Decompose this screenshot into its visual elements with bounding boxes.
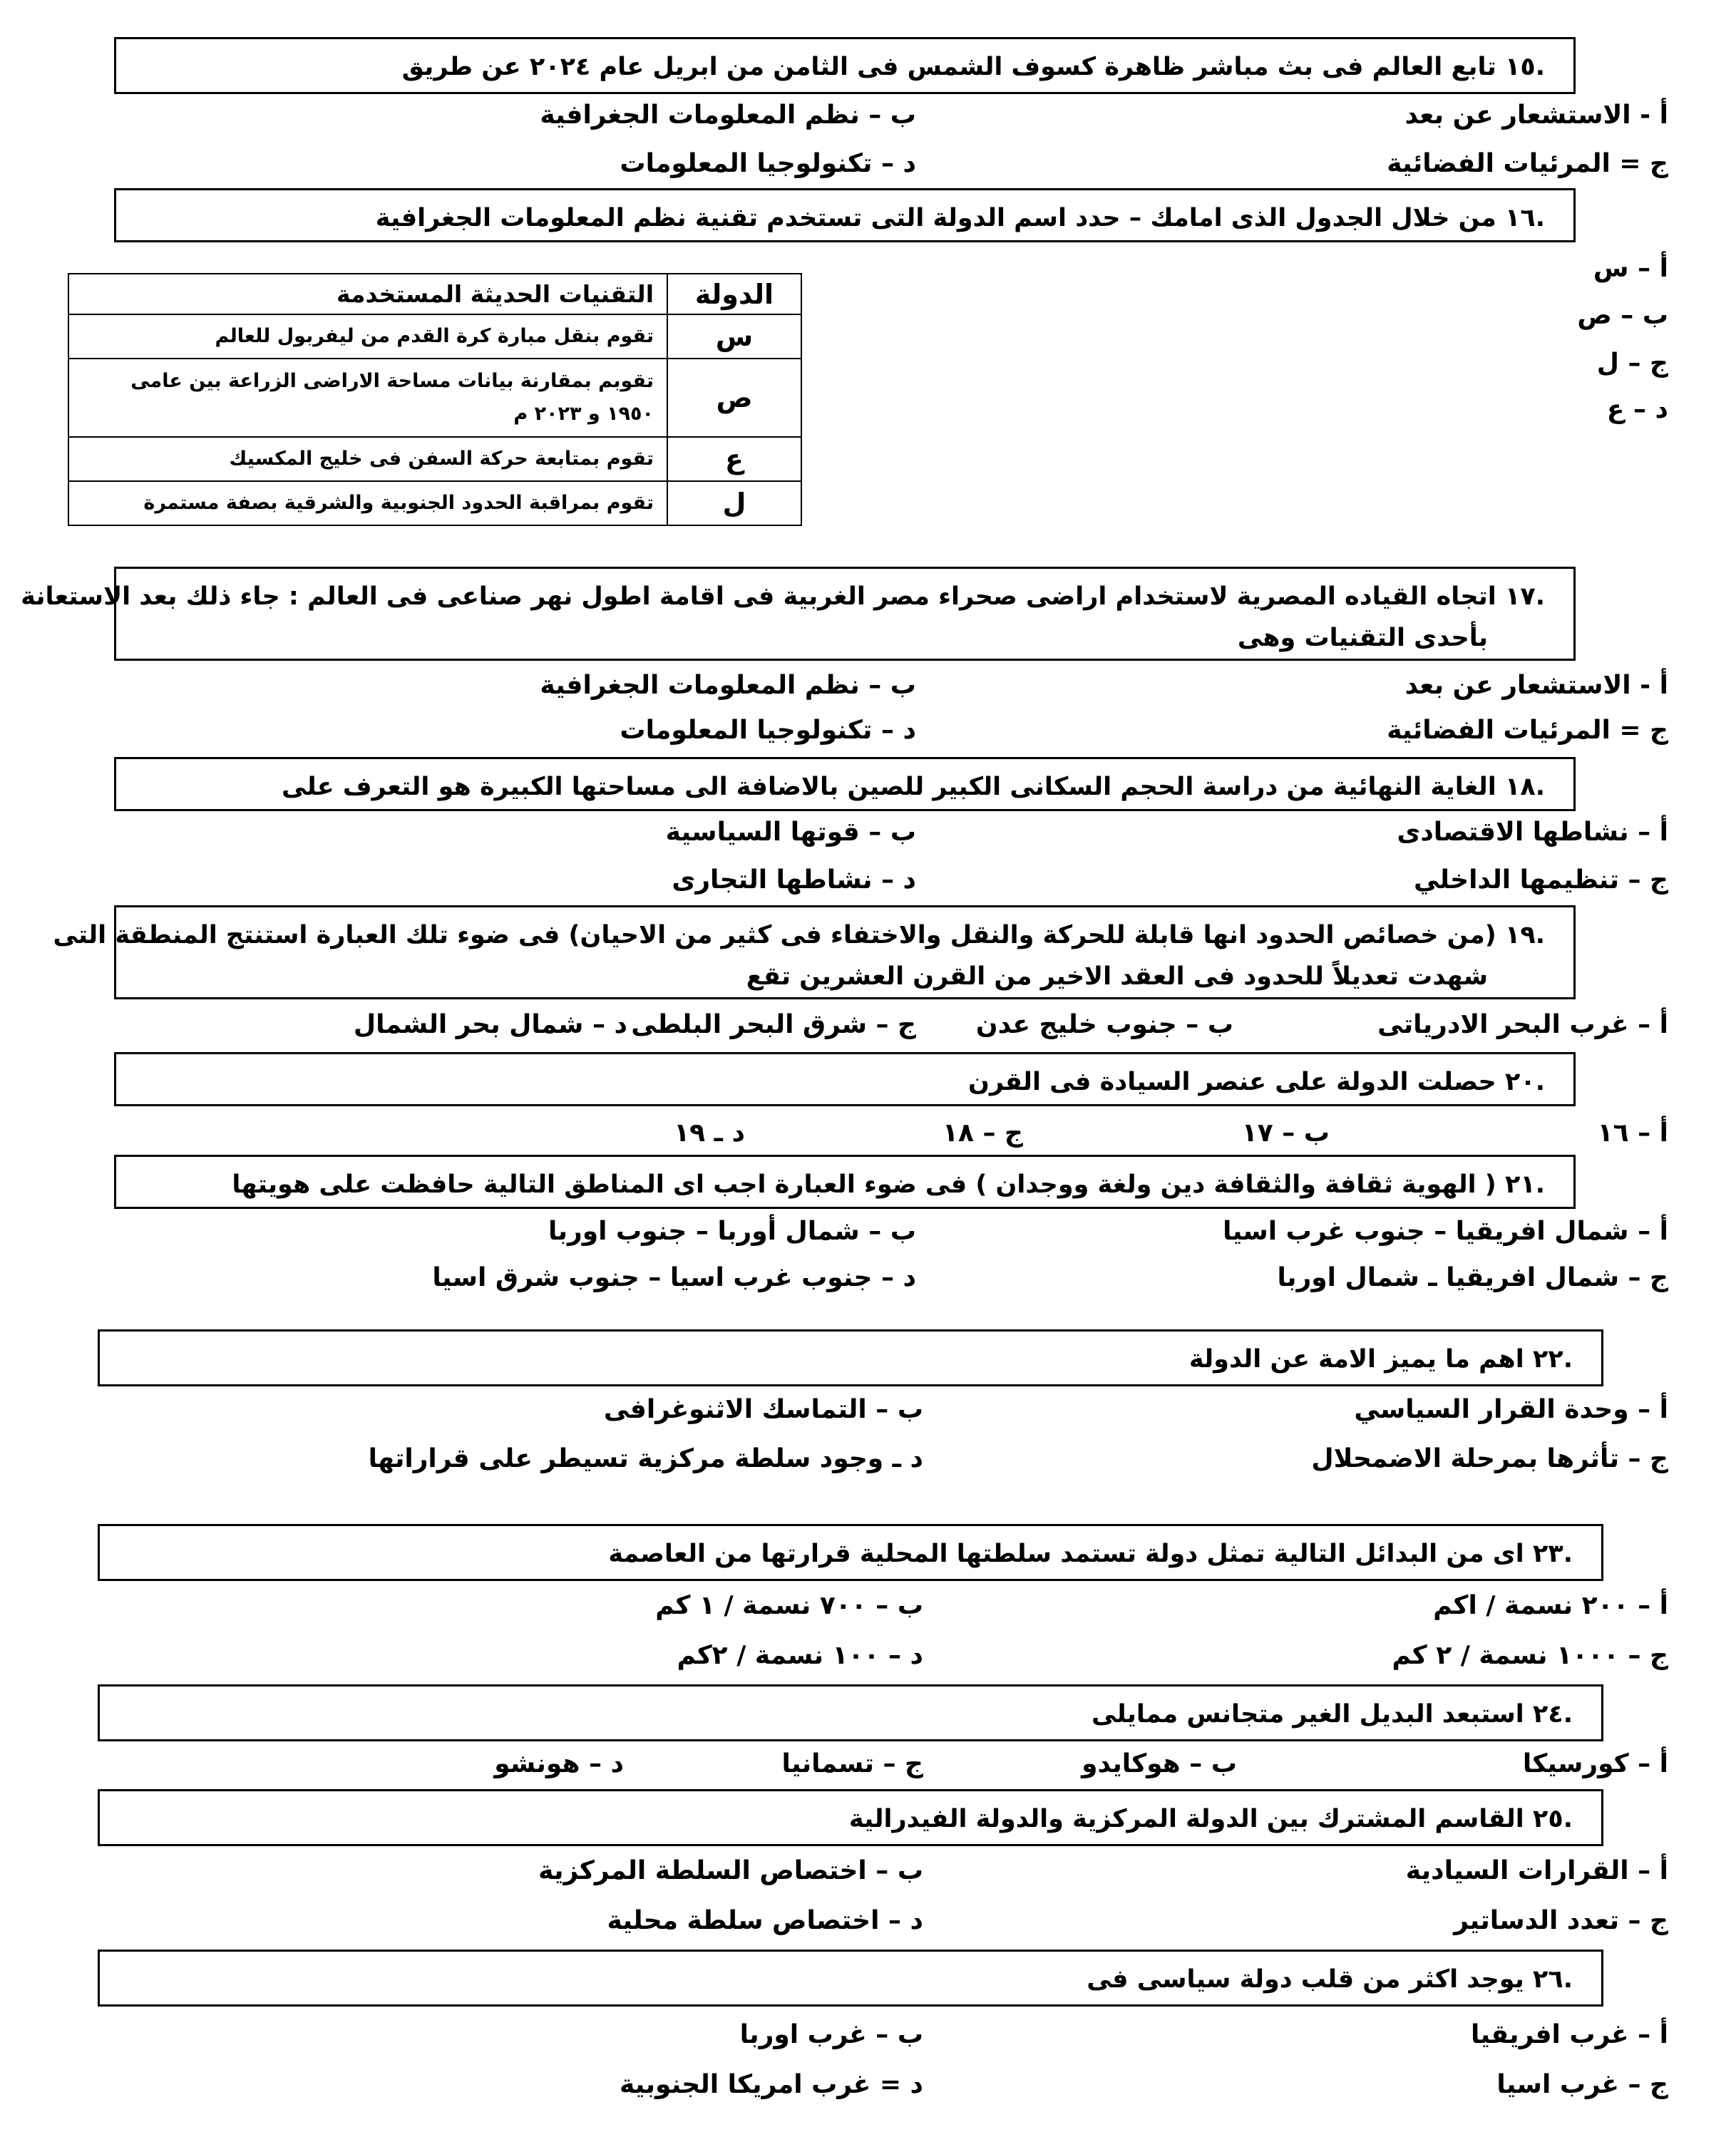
q16-option-b[interactable]: ب – ص (1577, 301, 1668, 330)
q25-option-b[interactable]: ب – اختصاص السلطة المركزية (538, 1856, 923, 1885)
question-22-box (98, 1329, 1603, 1386)
question-24-text: .٢٤ استبعد البديل الغير متجانس ممايلى (1092, 1700, 1573, 1729)
question-19-box (53, 905, 1576, 999)
q18-option-d[interactable]: د – نشاطها التجارى (672, 865, 916, 895)
q20-option-d[interactable]: د ـ ١٩ (674, 1118, 745, 1148)
question-18-text: .١٨ الغاية النهائية من دراسة الحجم السكانى الكبير للصين بالاضافة الى مساحتها الكبيرة هو التعرف على (282, 773, 1545, 801)
q24-option-d[interactable]: د – هونشو (494, 1749, 624, 1778)
table-row (68, 314, 801, 359)
q22-option-b[interactable]: ب – التماسك الاثنوغرافى (603, 1395, 923, 1424)
q16-option-c[interactable]: ج – ل (1596, 349, 1668, 378)
q23-option-c[interactable]: ج – ١٠٠٠ نسمة / ٢ كم (1392, 1641, 1668, 1670)
q25-option-c[interactable]: ج – تعدد الدساتير (1454, 1906, 1668, 1935)
q17-option-c[interactable]: ج = المرئيات الفضائية (1387, 716, 1668, 745)
q20-option-c[interactable]: ج – ١٨ (943, 1118, 1023, 1148)
q17-option-b[interactable]: ب – نظم المعلومات الجغرافية (540, 671, 916, 700)
q17-option-d[interactable]: د – تكنولوجيا المعلومات (620, 716, 916, 745)
question-16-box (114, 188, 1576, 242)
table-cell-tech-line1: تقوبم بمقارنة بيانات مساحة الاراضى الزراعة بين عامى (130, 370, 654, 392)
q25-option-d[interactable]: د – اختصاص سلطة محلية (607, 1906, 923, 1935)
table-cell-country: ص (667, 359, 801, 437)
q22-option-a[interactable]: أ – وحدة القرار السياسي (1354, 1395, 1668, 1424)
q20-option-b[interactable]: ب – ١٧ (1241, 1118, 1330, 1148)
question-26-box (98, 1950, 1603, 2007)
question-17-text-line1: .١٧ اتجاه القياده المصرية لاستخدام اراضى صحراء مصر الغربية فى اقامة اطول نهر صناعى فى العالم : جاء ذلك بعد الاستعانة (21, 582, 1545, 611)
q16-option-d[interactable]: د – ع (1606, 395, 1668, 424)
q18-option-c[interactable]: ج – تنظيمها الداخلي (1414, 865, 1668, 895)
question-17-text-line2: بأحدى التقنيات وهى (1237, 624, 1488, 652)
question-18-box (114, 757, 1576, 811)
question-20-box (114, 1052, 1576, 1106)
table-cell-tech (68, 359, 667, 437)
q23-option-d[interactable]: د – ١٠٠ نسمة / ٢كم (677, 1641, 923, 1670)
question-15-box (114, 37, 1576, 94)
q20-option-a[interactable]: أ – ١٦ (1597, 1118, 1668, 1148)
q21-option-d[interactable]: د – جنوب غرب اسيا – جنوب شرق اسيا (432, 1263, 916, 1292)
question-15-text: .١٥ تابع العالم فى بث مباشر ظاهرة كسوف الشمس فى الثامن من ابريل عام ٢٠٢٤ عن طريق (401, 53, 1545, 81)
q24-option-c[interactable]: ج – تسمانيا (781, 1749, 923, 1778)
table-header-tech: التقنيات الحديثة المستخدمة (68, 274, 667, 314)
q26-option-c[interactable]: ج – غرب اسيا (1496, 2070, 1668, 2099)
q15-option-d[interactable]: د – تكنولوجيا المعلومات (620, 149, 916, 178)
q23-option-a[interactable]: أ – ٢٠٠ نسمة / اكم (1433, 1591, 1668, 1620)
q17-option-a[interactable]: أ - الاستشعار عن بعد (1404, 671, 1668, 700)
q22-option-c[interactable]: ج – تأثرها بمرحلة الاضمحلال (1311, 1444, 1668, 1473)
table-cell-country: ع (667, 437, 801, 481)
question-16-text: .١٦ من خلال الجدول الذى امامك – حدد اسم الدولة التى تستخدم تقنية نظم المعلومات الجغرافية (375, 204, 1545, 232)
question-21-box (114, 1155, 1576, 1209)
q22-option-d[interactable]: د ـ وجود سلطة مركزية تسيطر على قراراتها (368, 1444, 923, 1473)
question-26-text: .٢٦ يوجد اكثر من قلب دولة سياسى فى (1087, 1965, 1573, 1994)
question-25-text: .٢٥ القاسم المشترك بين الدولة المركزية والدولة الفيدرالية (848, 1805, 1573, 1833)
table-cell-country: ل (667, 481, 801, 525)
q19-option-c[interactable]: ج – شرق البحر البلطى (631, 1010, 916, 1039)
table-row (68, 481, 801, 525)
q24-option-a[interactable]: أ – كورسيكا (1522, 1749, 1668, 1778)
question-25-box (98, 1789, 1603, 1846)
q21-option-a[interactable]: أ – شمال افريقيا – جنوب غرب اسيا (1223, 1217, 1668, 1246)
table-row (68, 359, 801, 437)
q21-option-b[interactable]: ب – شمال أوربا – جنوب اوربا (548, 1217, 916, 1246)
question-17-box (21, 567, 1576, 661)
q19-option-a[interactable]: أ – غرب البحر الادرياتى (1377, 1010, 1668, 1039)
question-23-box (98, 1524, 1603, 1581)
table-cell-tech-line2: ١٩٥٠ و ٢٠٢٣ م (513, 403, 654, 425)
table-header-country: الدولة (667, 274, 801, 314)
question-22-text: .٢٢ اهم ما يميز الامة عن الدولة (1188, 1345, 1573, 1374)
q15-option-b[interactable]: ب – نظم المعلومات الجغرافية (540, 101, 916, 130)
q19-option-b[interactable]: ب – جنوب خليج عدن (975, 1010, 1233, 1039)
q23-option-b[interactable]: ب – ٧٠٠ نسمة / ١ كم (655, 1591, 923, 1620)
q16-option-a[interactable]: أ – س (1593, 254, 1668, 283)
question-19-text-line2: شهدت تعديلاً للحدود فى العقد الاخير من القرن العشرين تقع (746, 962, 1488, 991)
table-cell-tech: تقوم بمراقبة الحدود الجنوبية والشرقية بصفة مستمرة (68, 481, 667, 525)
table-cell-tech: تقوم بنقل مبارة كرة القدم من ليفربول للعالم (68, 314, 667, 359)
table-row (68, 437, 801, 481)
q25-option-a[interactable]: أ – القرارات السيادية (1405, 1856, 1668, 1885)
table-header-row (68, 274, 801, 314)
q26-option-d[interactable]: د = غرب امريكا الجنوبية (619, 2070, 923, 2099)
question-20-text: .٢٠ حصلت الدولة على عنصر السيادة فى القرن (967, 1068, 1545, 1096)
q15-option-a[interactable]: أ - الاستشعار عن بعد (1404, 101, 1668, 130)
q24-option-b[interactable]: ب – هوكايدو (1082, 1749, 1237, 1778)
q15-option-c[interactable]: ج = المرئيات الفضائية (1387, 149, 1668, 178)
question-21-text: .٢١ ( الهوية ثقافة والثقافة دين ولغة ووجدان ) فى ضوء العبارة اجب اى المناطق التالية حافظت على هويتها (232, 1170, 1545, 1199)
table-cell-country: س (667, 314, 801, 359)
q26-option-b[interactable]: ب – غرب اوربا (739, 2020, 923, 2049)
question-24-box (98, 1684, 1603, 1741)
question-23-text: .٢٣ اى من البدائل التالية تمثل دولة تستمد سلطتها المحلية قرارتها من العاصمة (608, 1540, 1573, 1568)
q19-option-d[interactable]: د – شمال بحر الشمال (353, 1010, 627, 1039)
table-cell-tech: تقوم بمتابعة حركة السفن فى خليج المكسيك (68, 437, 667, 481)
question-19-text-line1: .١٩ (من خصائص الحدود انها قابلة للحركة والنقل والاختفاء فى كثير من الاحيان) فى ضوء تلك العبارة استنتج المنطقة التى (53, 921, 1545, 949)
countries-tech-table (68, 273, 802, 526)
q18-option-a[interactable]: أ – نشاطها الاقتصادى (1397, 818, 1668, 847)
q21-option-c[interactable]: ج – شمال افريقيا ـ شمال اوربا (1277, 1263, 1668, 1292)
q18-option-b[interactable]: ب – قوتها السياسية (665, 818, 916, 847)
q26-option-a[interactable]: أ – غرب افريقيا (1470, 2020, 1668, 2049)
